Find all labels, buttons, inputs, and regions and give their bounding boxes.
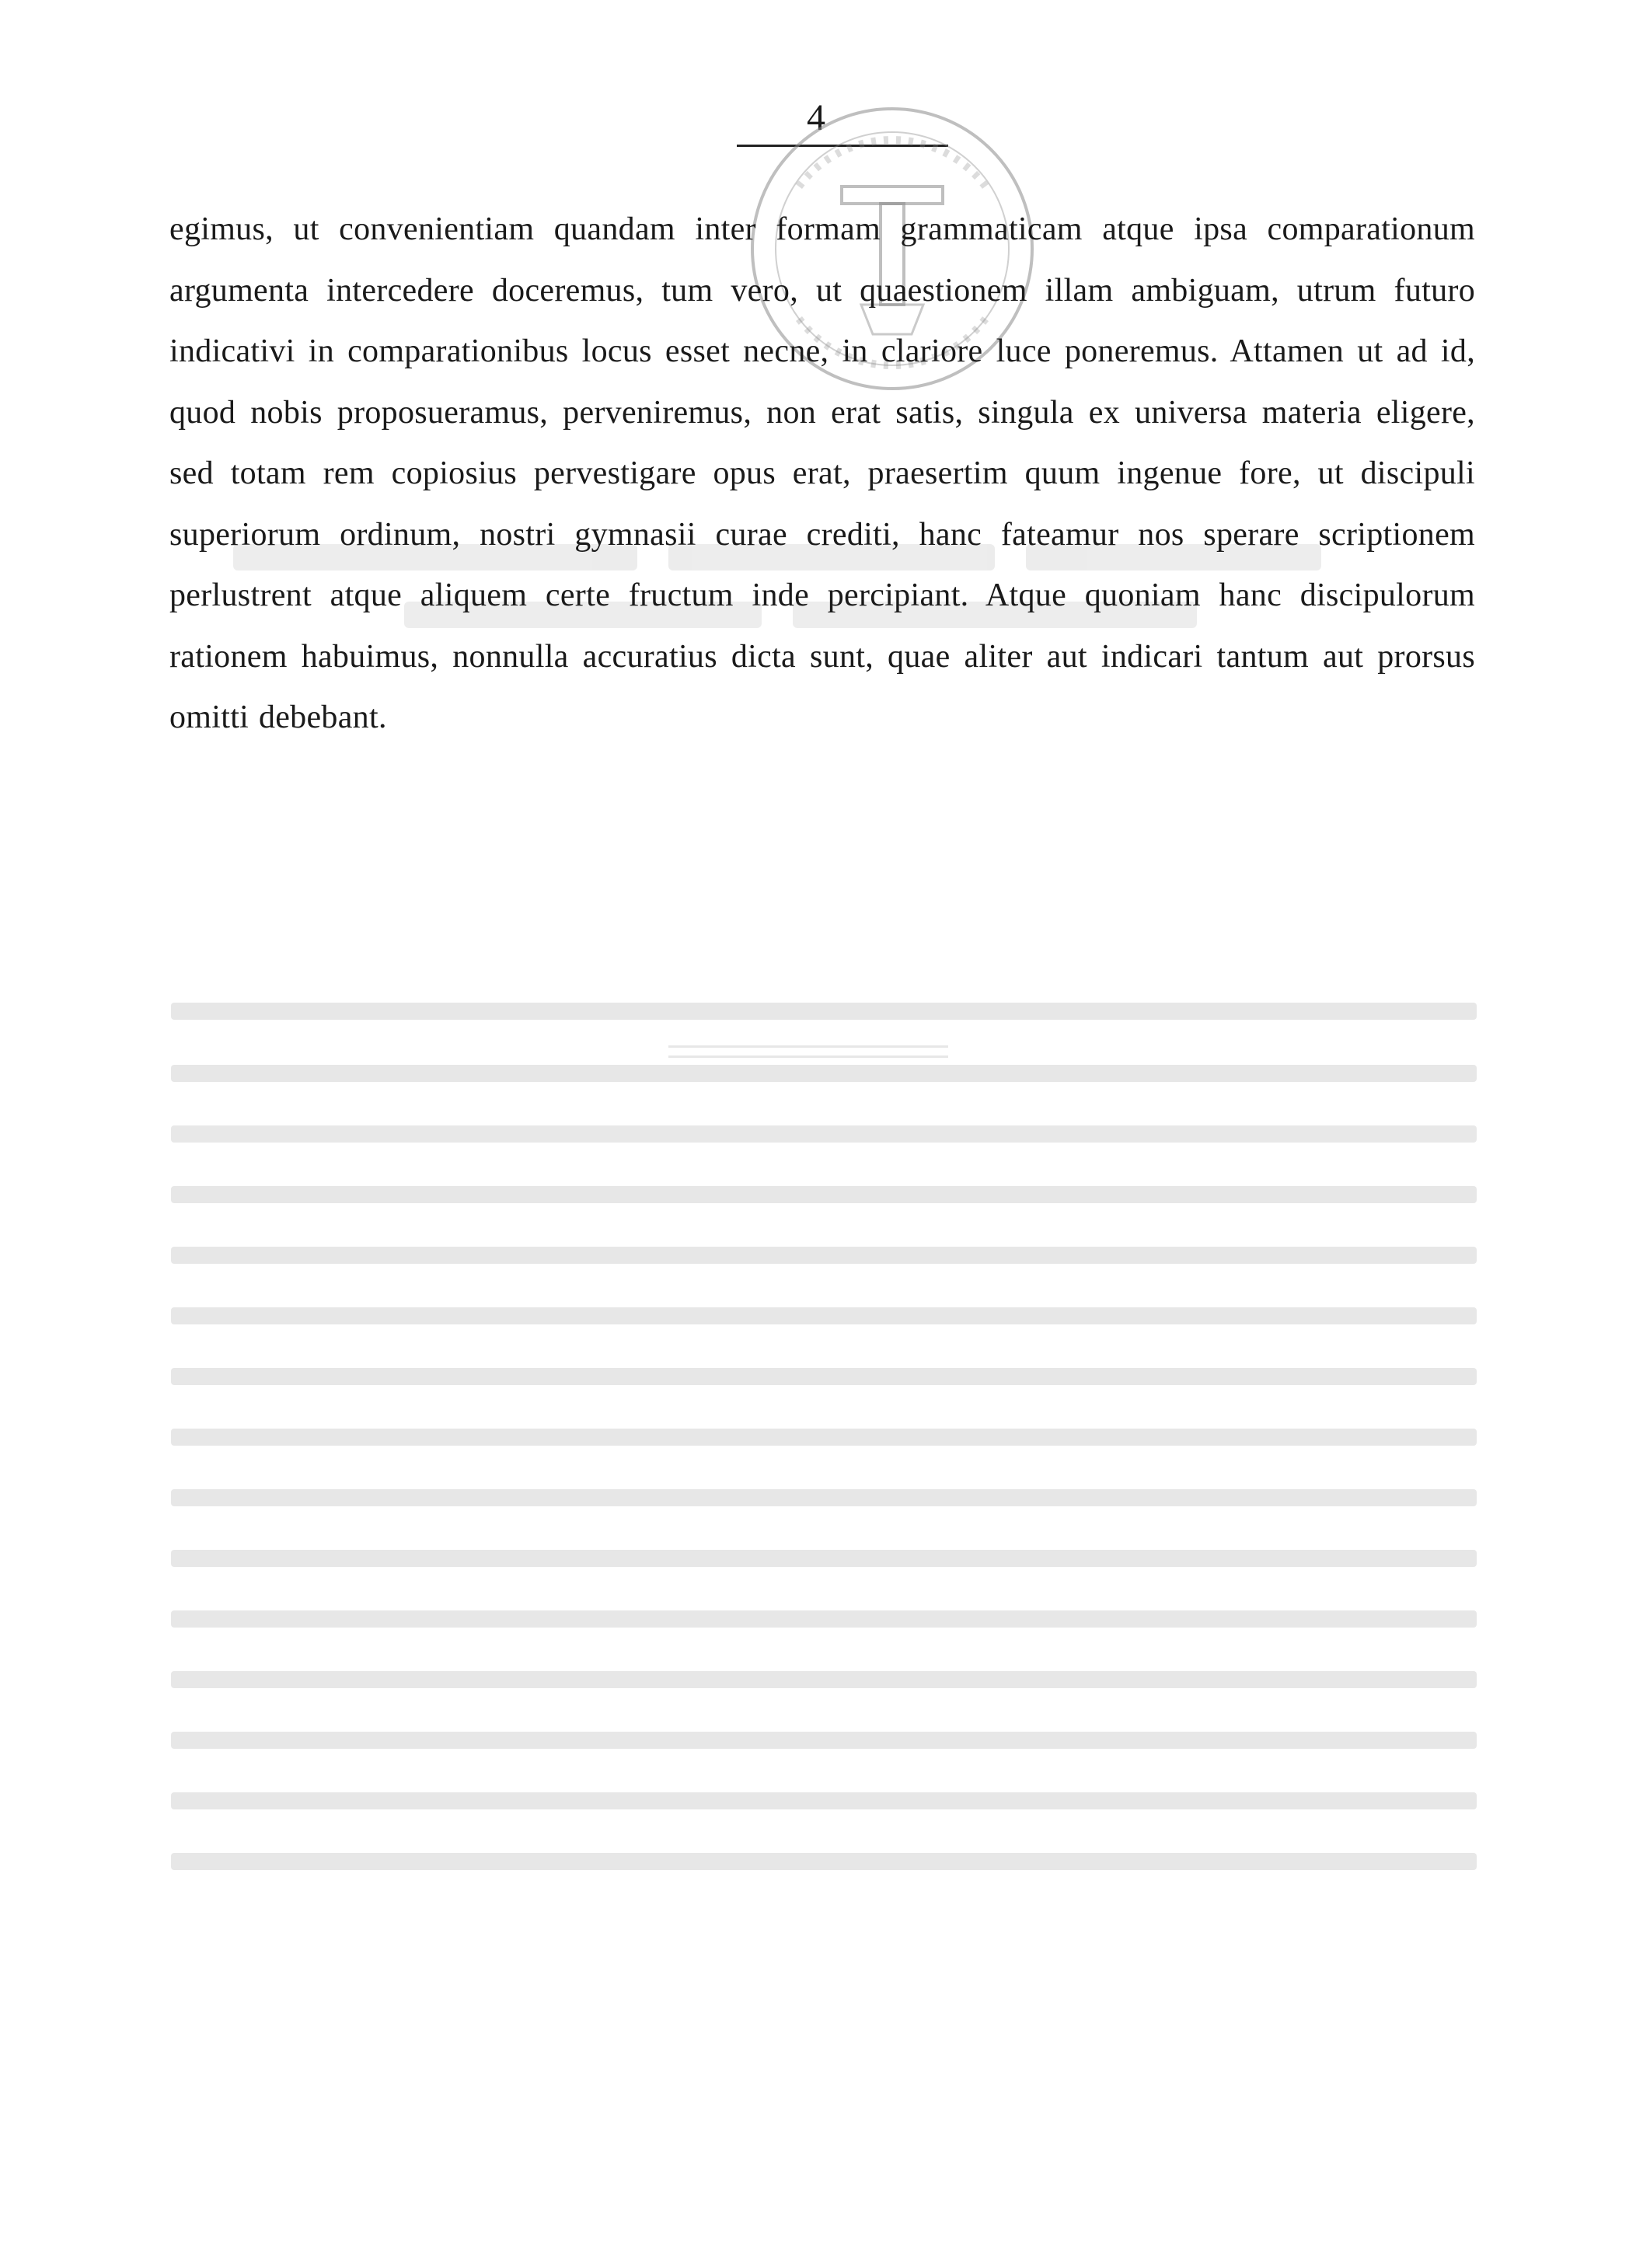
header-rule [737,145,948,147]
bleed-through-text [171,979,1477,1881]
bleed-double-rule [668,1045,948,1058]
paragraph: egimus, ut convenientiam quandam inter formam grammaticam atque ipsa comparationum argumenta intercedere doceremus, tum vero, ut quaestionem illam ambiguam, utrum futuro indicativi in comparationibus locus esset necne, in clariore luce poneremus. Attamen ut ad id, quod nobis proposueramus, perveniremus, non erat satis, singula ex universa materia eligere, sed totam rem copiosius pervestigare opus erat, praesertim quum ingenue fore, ut discipuli superiorum ordinum, nostri gymnasii curae crediti, hanc fateamur nos sperare scriptionem perlustrent atque aliquem certe fructum inde percipiant. Atque quoniam hanc discipulorum rationem habuimus, nonnulla accuratius dicta sunt, quae aliter aut indicari tantum aut prorsus omitti debebant. [169,211,1475,735]
body-text [169,199,1475,748]
page-number: 4 [807,97,825,138]
